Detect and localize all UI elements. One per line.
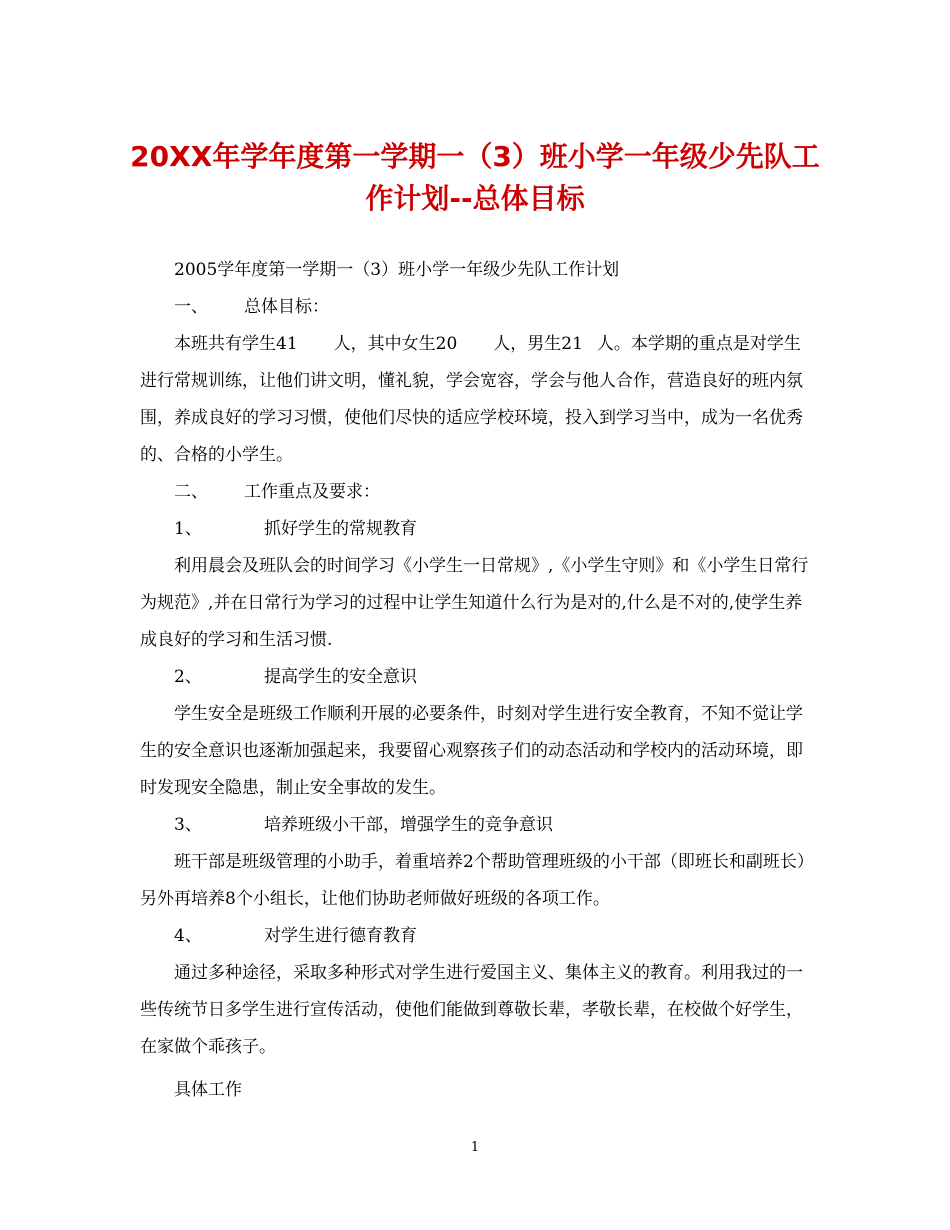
item-title: 抓好学生的常规教育 [264, 519, 417, 539]
item-title: 培养班级小干部，增强学生的竞争意识 [264, 815, 553, 835]
item-title: 提高学生的安全意识 [264, 667, 417, 687]
item-heading-1 [140, 511, 812, 548]
item-number: 2、 [174, 667, 202, 687]
document-title-line2: 作计划--总体目标 [365, 182, 585, 215]
item-heading-3 [140, 807, 812, 844]
document-title-line1: 20XX年学年度第一学期一（3）班小学一年级少先队工 [130, 140, 820, 173]
item-number: 1、 [174, 519, 202, 539]
item-number: 4、 [174, 926, 202, 946]
section-number: 一、 [174, 297, 208, 317]
document-body [140, 252, 812, 1109]
item-title: 对学生进行德育教育 [264, 926, 417, 946]
item-number: 3、 [174, 815, 202, 835]
closing-heading: 具体工作 [174, 1080, 242, 1100]
page-number: 1 [470, 1140, 480, 1155]
document-subtitle: 2005学年度第一学期一（3）班小学一年级少先队工作计划 [174, 260, 620, 280]
item-paragraph-3: 班干部是班级管理的小助手，着重培养2个帮助管理班级的小干部（即班长和副班长）另外再培养8个小组长，让他们协助老师做好班级的各项工作。 [140, 852, 806, 909]
section-heading-2 [140, 474, 812, 511]
item-paragraph-1: 利用晨会及班队会的时间学习《小学生一日常规》,《小学生守则》和《小学生日常行为规范》,并在日常行为学习的过程中让学生知道什么行为是对的,什么是不对的,使学生养成良好的学习和生活习惯. [140, 556, 809, 650]
overview-paragraph [140, 326, 812, 474]
overview-part-1: 本班共有学生41 [174, 334, 298, 354]
overview-part-3: 人，男生21 [493, 334, 583, 354]
overview-part-4: 人。本学期的重点是对学生进行常规训练，让他们讲文明，懂礼貌，学会宽容，学会与他人合作，营造良好的班内氛围，养成良好的学习习惯，使他们尽快的适应学校环境，投入到学习当中，成为一名优秀的、合格的小学生。 [140, 334, 803, 465]
item-paragraph-2: 学生安全是班级工作顺利开展的必要条件，时刻对学生进行安全教育，不知不觉让学生的安全意识也逐渐加强起来，我要留心观察孩子们的动态活动和学校内的活动环境，即时发现安全隐患，制止安全事故的发生。 [140, 704, 803, 798]
item-heading-2 [140, 659, 812, 696]
section-number: 二、 [174, 482, 208, 502]
section-title: 总体目标： [244, 297, 329, 317]
overview-part-2: 人，其中女生20 [333, 334, 458, 354]
item-paragraph-4: 通过多种途径，采取多种形式对学生进行爱国主义、集体主义的教育。利用我过的一些传统节日多学生进行宣传活动，使他们能做到尊敬长辈，孝敬长辈，在校做个好学生，在家做个乖孩子。 [140, 963, 803, 1057]
item-heading-4 [140, 918, 812, 955]
section-heading-1 [140, 289, 812, 326]
section-title: 工作重点及要求： [244, 482, 380, 502]
